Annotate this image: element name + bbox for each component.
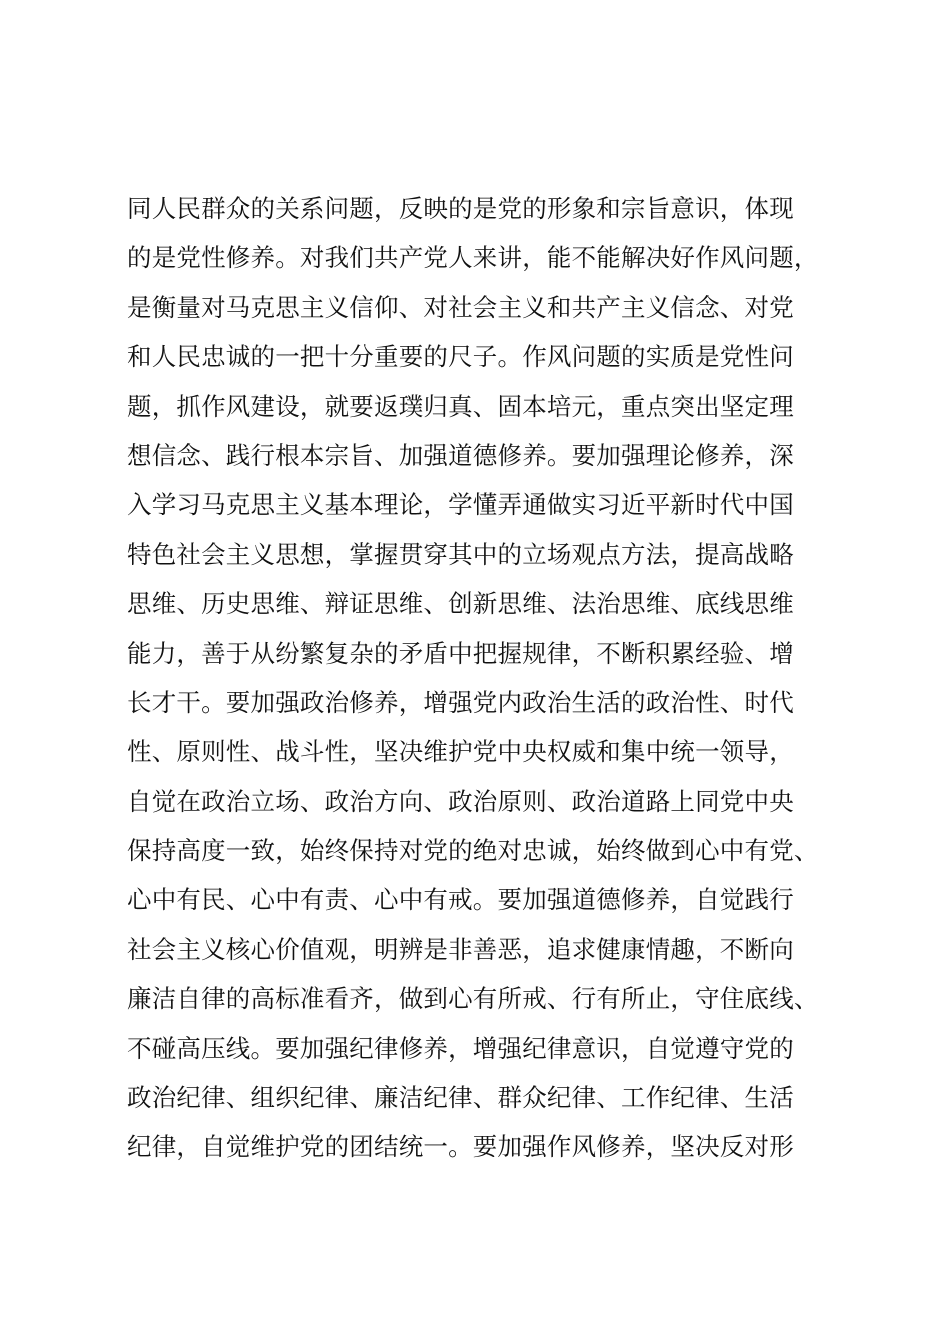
text-line: 廉洁自律的高标准看齐，做到心有所戒、行有所止，守住底线、 <box>127 984 819 1014</box>
text-line: 和人民忠诚的一把十分重要的尺子。作风问题的实质是党性问 <box>127 342 794 372</box>
text-line: 思维、历史思维、辩证思维、创新思维、法治思维、底线思维 <box>127 589 794 619</box>
text-line: 政治纪律、组织纪律、廉洁纪律、群众纪律、工作纪律、生活 <box>127 1083 794 1113</box>
text-line: 入学习马克思主义基本理论，学懂弄通做实习近平新时代中国 <box>127 490 794 520</box>
body-text <box>127 184 867 1172</box>
text-line: 题，抓作风建设，就要返璞归真、固本培元，重点突出坚定理 <box>127 391 794 421</box>
text-line: 能力，善于从纷繁复杂的矛盾中把握规律，不断积累经验、增 <box>127 638 794 668</box>
text-line: 社会主义核心价值观，明辨是非善恶，追求健康情趣，不断向 <box>127 934 794 964</box>
text-line: 想信念、践行根本宗旨、加强道德修养。要加强理论修养，深 <box>127 440 794 470</box>
text-line: 同人民群众的关系问题，反映的是党的形象和宗旨意识，体现 <box>127 194 794 223</box>
text-line: 性、原则性、战斗性，坚决维护党中央权威和集中统一领导， <box>127 737 794 767</box>
text-line: 特色社会主义思想，掌握贯穿其中的立场观点方法，提高战略 <box>127 539 794 569</box>
text-line: 是衡量对马克思主义信仰、对社会主义和共产主义信念、对党 <box>127 292 794 322</box>
text-line: 长才干。要加强政治修养，增强党内政治生活的政治性、时代 <box>127 687 794 717</box>
text-line: 的是党性修养。对我们共产党人来讲，能不能解决好作风问题， <box>127 243 819 273</box>
text-line: 保持高度一致，始终保持对党的绝对忠诚，始终做到心中有党、 <box>127 836 819 866</box>
text-line: 纪律，自觉维护党的团结统一。要加强作风修养，坚决反对形 <box>127 1132 794 1162</box>
text-line: 不碰高压线。要加强纪律修养，增强纪律意识，自觉遵守党的 <box>127 1033 794 1063</box>
text-line: 自觉在政治立场、政治方向、政治原则、政治道路上同党中央 <box>127 786 794 816</box>
text-line: 心中有民、心中有责、心中有戒。要加强道德修养，自觉践行 <box>127 885 794 915</box>
